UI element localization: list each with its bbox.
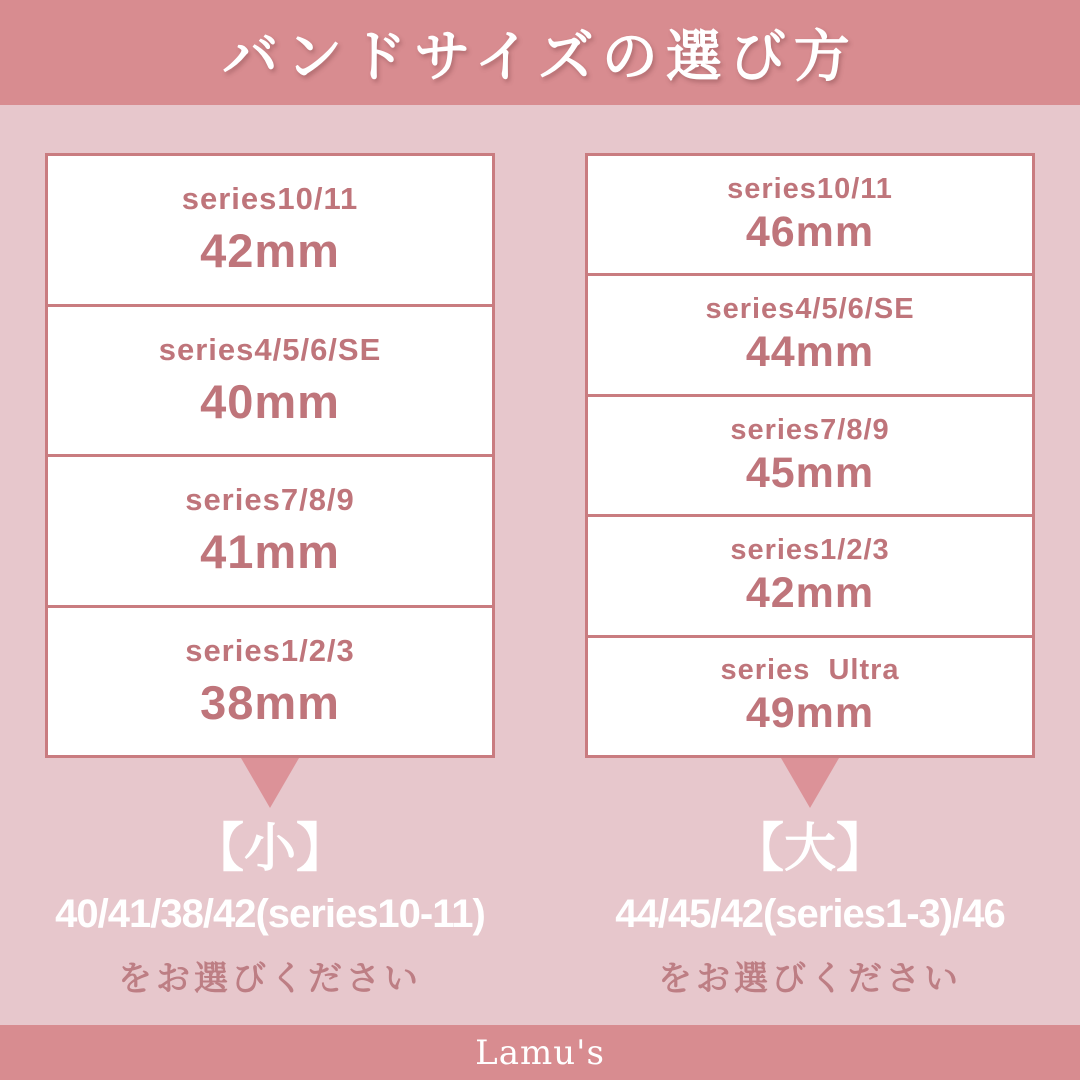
choose-instruction-small: をお選びください bbox=[118, 959, 422, 998]
page-title: バンドサイズの選び方 bbox=[222, 24, 858, 88]
size-cell bbox=[48, 156, 492, 304]
down-arrow-icon bbox=[781, 758, 839, 808]
size-cell bbox=[588, 394, 1032, 514]
size-value: 49mm bbox=[745, 689, 875, 738]
size-value: 38mm bbox=[200, 675, 340, 729]
series-label: series Ultra bbox=[720, 654, 900, 687]
size-cell bbox=[588, 156, 1032, 273]
series-label: series10/11 bbox=[727, 172, 893, 205]
size-value: 41mm bbox=[200, 525, 340, 579]
series-label: series10/11 bbox=[181, 181, 359, 217]
brand-logo: Lamu's bbox=[475, 1032, 605, 1073]
series-label: series4/5/6/SE bbox=[705, 293, 915, 326]
size-value: 42mm bbox=[745, 568, 875, 617]
series-label: series7/8/9 bbox=[730, 413, 890, 446]
down-arrow-icon bbox=[241, 758, 299, 808]
size-value: 44mm bbox=[745, 328, 875, 377]
size-value: 42mm bbox=[200, 224, 340, 278]
bracket-label-large: 【大】 bbox=[731, 820, 888, 878]
footer-banner bbox=[0, 1025, 1080, 1080]
size-cell bbox=[588, 635, 1032, 755]
header-banner bbox=[0, 0, 1080, 105]
small-size-summary bbox=[0, 820, 540, 1000]
size-table-large bbox=[585, 153, 1035, 758]
size-cell bbox=[48, 454, 492, 605]
series-label: series7/8/9 bbox=[185, 482, 355, 518]
size-cell bbox=[588, 273, 1032, 393]
size-value: 46mm bbox=[745, 207, 875, 256]
size-cell bbox=[588, 514, 1032, 634]
size-options-line-small: 40/41/38/42(series10-11) bbox=[55, 891, 485, 936]
size-cell bbox=[48, 304, 492, 455]
size-value: 40mm bbox=[200, 374, 340, 428]
series-label: series1/2/3 bbox=[730, 533, 890, 566]
large-size-summary bbox=[540, 820, 1080, 1000]
size-options-line-large: 44/45/42(series1-3)/46 bbox=[615, 891, 1005, 936]
size-table-small bbox=[45, 153, 495, 758]
series-label: series4/5/6/SE bbox=[158, 331, 382, 367]
choose-instruction-large: をお選びください bbox=[658, 959, 962, 998]
series-label: series1/2/3 bbox=[185, 632, 355, 668]
size-value: 45mm bbox=[745, 448, 875, 497]
bracket-label-small: 【小】 bbox=[191, 820, 348, 878]
size-cell bbox=[48, 605, 492, 756]
